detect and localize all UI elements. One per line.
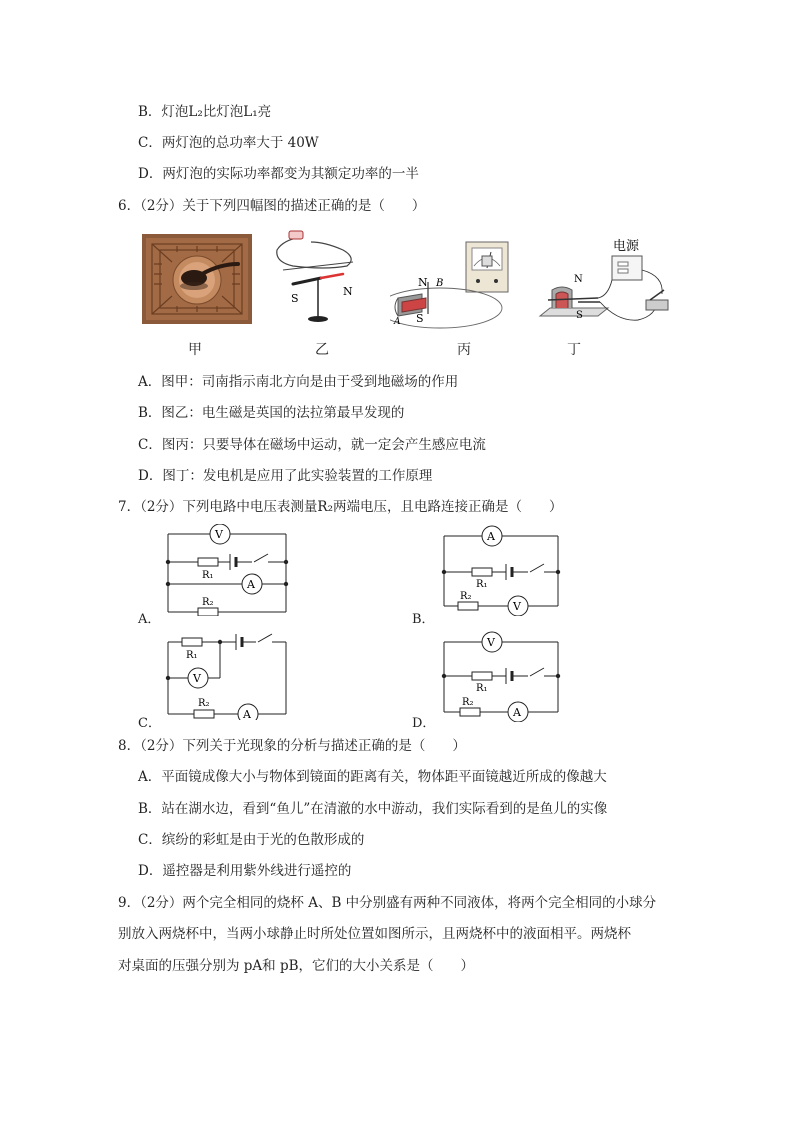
q8-option-c: C．缤纷的彩虹是由于光的色散形成的	[138, 832, 365, 848]
q6-stem: 6．（2分）关于下列四幅图的描述正确的是（ ）	[118, 198, 426, 214]
q5-option-b: B．灯泡L₂比灯泡L₁亮	[138, 104, 272, 120]
induction-s-label: S	[416, 312, 424, 325]
q8-option-d: D．遥控器是利用紫外线进行遥控的	[138, 863, 352, 879]
circuit-d-r1: R₁	[476, 683, 488, 694]
circuit-b-r2: R₂	[460, 591, 472, 602]
oersted-experiment-figure	[265, 228, 365, 328]
circuit-b-voltmeter: V	[513, 600, 521, 613]
motor-s-label: S	[576, 310, 583, 321]
circuit-a-r2: R₂	[202, 597, 214, 608]
induction-a-label: A	[394, 317, 401, 327]
circuit-c-letter: C．	[138, 716, 161, 731]
caption-yi: 乙	[315, 342, 329, 358]
circuit-d-r2: R₂	[462, 697, 474, 708]
q5-option-d: D．两灯泡的实际功率都变为其额定功率的一半	[138, 166, 419, 182]
oersted-s-label: S	[291, 292, 299, 305]
circuit-d-letter: D．	[412, 716, 436, 731]
circuit-d-ammeter: A	[513, 706, 521, 719]
circuit-d-voltmeter: V	[487, 636, 495, 649]
induction-galvanometer-figure	[390, 236, 512, 334]
q9-line-3: 对桌面的压强分别为 pA和 pB，它们的大小关系是（ ）	[118, 958, 475, 974]
circuit-b-diagram	[436, 524, 566, 616]
caption-ding: 丁	[567, 342, 581, 358]
circuit-a-diagram	[160, 524, 292, 616]
q5-option-c: C．两灯泡的总功率大于 40W	[138, 135, 319, 151]
q6-option-c: C．图丙：只要导体在磁场中运动，就一定会产生感应电流	[138, 437, 486, 453]
circuit-c-r1: R₁	[186, 650, 198, 661]
q9-line-1: 9．（2分）两个完全相同的烧杯 A、B 中分别盛有两种不同液体，将两个完全相同的小球分	[118, 895, 657, 911]
q9-line-2: 别放入两烧杯中，当两小球静止时所处位置如图所示，且两烧杯中的液面相平。两烧杯	[118, 926, 631, 942]
motor-n-label: N	[574, 274, 583, 285]
power-supply-label: 电源	[613, 239, 640, 254]
sinan-compass-image	[142, 234, 252, 324]
caption-jia: 甲	[188, 342, 202, 358]
q8-option-a: A．平面镜成像大小与物体到镜面的距离有关，物体距平面镜越近所成的像越大	[138, 769, 607, 785]
circuit-c-r2: R₂	[198, 698, 210, 709]
circuit-c-ammeter: A	[243, 708, 251, 720]
q6-option-b: B．图乙：电生磁是英国的法拉第最早发现的	[138, 405, 405, 421]
circuit-c-voltmeter: V	[193, 672, 201, 685]
q6-option-d: D．图丁：发电机是应用了此实验装置的工作原理	[138, 468, 433, 484]
induction-n-label: N	[418, 276, 428, 289]
circuit-b-r1: R₁	[476, 579, 488, 590]
circuit-b-ammeter: A	[487, 530, 495, 543]
q7-stem: 7．（2分）下列电路中电压表测量R₂两端电压，且电路连接正确是（ ）	[118, 499, 563, 515]
q6-option-a: A．图甲：司南指示南北方向是由于受到地磁场的作用	[138, 374, 459, 390]
q8-stem: 8．（2分）下列关于光现象的分析与描述正确的是（ ）	[118, 738, 466, 754]
circuit-b-letter: B．	[412, 612, 435, 627]
caption-bing: 丙	[457, 342, 471, 358]
circuit-a-r1: R₁	[202, 570, 214, 581]
q8-option-b: B．站在湖水边，看到“鱼儿”在清澈的水中游动，我们实际看到的是鱼儿的实像	[138, 801, 608, 817]
circuit-a-letter: A．	[138, 612, 161, 627]
oersted-n-label: N	[343, 285, 353, 298]
circuit-a-voltmeter: V	[215, 528, 223, 541]
motor-principle-figure	[538, 236, 678, 326]
circuit-c-diagram	[160, 628, 292, 720]
circuit-d-diagram	[436, 630, 566, 722]
circuit-a-ammeter: A	[247, 578, 255, 591]
induction-b-label: B	[436, 278, 444, 289]
